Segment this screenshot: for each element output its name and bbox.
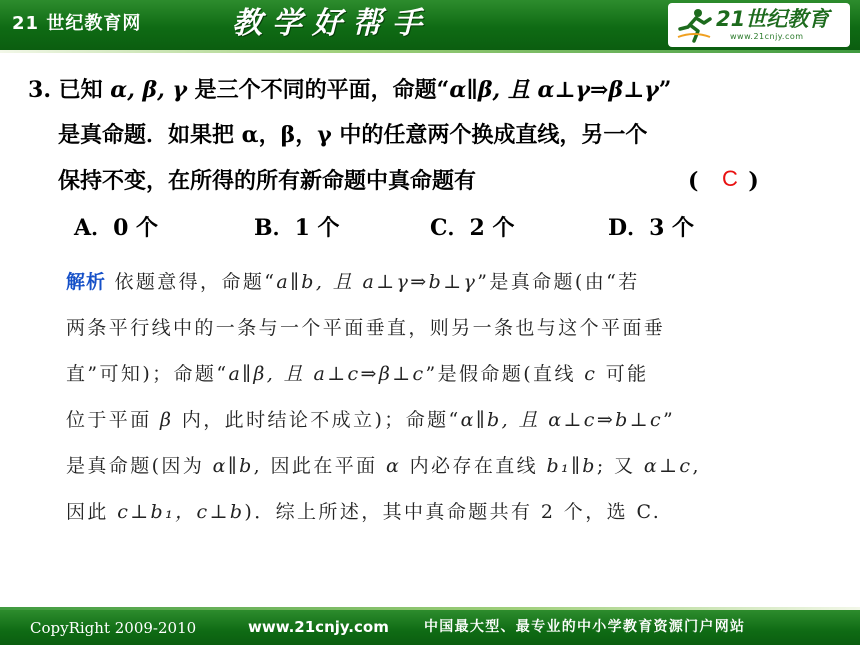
question-text: ” bbox=[658, 77, 672, 103]
solution-text: ” bbox=[663, 409, 676, 431]
option-d[interactable]: D．3 个 bbox=[608, 215, 695, 241]
solution-text: , bbox=[692, 455, 701, 477]
footer-copyright: CopyRight 2009-2010 bbox=[30, 619, 197, 637]
answer-choice: C bbox=[722, 166, 738, 191]
solution-line-3 bbox=[66, 356, 649, 392]
solution-proposition: a∥β, 且 a⊥c⇒β⊥c bbox=[228, 363, 426, 385]
logo-url: www.21cnjy.com bbox=[730, 32, 804, 41]
solution-text: 依题意得，命题“ bbox=[106, 271, 277, 293]
solution-variable: c bbox=[584, 363, 598, 385]
header-banner bbox=[0, 0, 860, 50]
site-logo[interactable] bbox=[668, 3, 850, 47]
logo-text: 21世纪教育 bbox=[716, 7, 830, 31]
option-c[interactable]: C．2 个 bbox=[430, 215, 515, 241]
option-a[interactable]: A．0 个 bbox=[74, 215, 159, 241]
footer-banner bbox=[0, 610, 860, 645]
runner-logo-icon bbox=[676, 7, 712, 43]
solution-text: )．综上所述，其中真命题共有 2 个，选 C. bbox=[244, 501, 662, 523]
solution-variable: α bbox=[385, 455, 402, 477]
footer-url-link[interactable]: www.21cnjy.com bbox=[248, 618, 389, 636]
solution-variable: β bbox=[160, 409, 174, 431]
solution-line-6 bbox=[66, 494, 661, 530]
left-paren: ( bbox=[688, 168, 699, 194]
solution-text: ; 又 bbox=[596, 455, 644, 477]
solution-text: ”是真命题(由“若 bbox=[477, 271, 640, 293]
solution-text: 是真命题(因为 bbox=[66, 455, 213, 477]
question-variables: α, β, γ bbox=[110, 77, 187, 103]
solution-text: 直”可知)；命题“ bbox=[66, 363, 229, 385]
solution-text: ”是假命题(直线 bbox=[425, 363, 585, 385]
site-name: 21 世纪教育网 bbox=[12, 13, 142, 34]
solution-tag: 解析 bbox=[66, 271, 107, 293]
solution-line-1 bbox=[66, 264, 640, 300]
question-line-2: 是真命题．如果把 α，β，γ 中的任意两个换成直线，另一个 bbox=[58, 122, 648, 148]
solution-text: 因此 bbox=[66, 501, 118, 523]
question-line-1 bbox=[28, 74, 671, 106]
footer-slogan: 中国最大型、最专业的中小学教育资源门户网站 bbox=[424, 619, 746, 635]
right-paren: ) bbox=[748, 168, 759, 194]
question-line-3: 保持不变，在所得的所有新命题中真命题有 bbox=[58, 168, 477, 194]
question-proposition: α∥β, 且 α⊥γ⇒β⊥γ bbox=[449, 77, 659, 103]
solution-variable: α⊥c bbox=[643, 455, 693, 477]
header-divider bbox=[0, 50, 860, 53]
solution-text: 内，此时结论不成立)；命题“ bbox=[173, 409, 461, 431]
solution-text: 位于平面 bbox=[66, 409, 161, 431]
header-slogan: 教学好帮手 bbox=[232, 6, 432, 41]
question-text: . 已知 bbox=[43, 77, 111, 103]
question-number: 3 bbox=[28, 77, 44, 103]
question-text: 是三个不同的平面，命题“ bbox=[187, 77, 450, 103]
solution-proposition: a∥b, 且 a⊥γ⇒b⊥γ bbox=[276, 271, 478, 293]
solution-line-4 bbox=[66, 402, 675, 438]
solution-proposition: α∥b, 且 α⊥c⇒b⊥c bbox=[460, 409, 664, 431]
solution-text: 可能 bbox=[597, 363, 649, 385]
solution-text: , 因此在平面 bbox=[253, 455, 386, 477]
solution-text: 内必存在直线 bbox=[401, 455, 547, 477]
solution-line-5 bbox=[66, 448, 701, 484]
solution-line-2: 两条平行线中的一条与一个平面垂直，则另一条也与这个平面垂 bbox=[66, 317, 666, 339]
solution-variable: α∥b bbox=[212, 455, 254, 477]
solution-variable: c⊥b₁，c⊥b bbox=[117, 501, 245, 523]
solution-variable: b₁∥b bbox=[546, 455, 597, 477]
option-b[interactable]: B．1 个 bbox=[254, 215, 340, 241]
